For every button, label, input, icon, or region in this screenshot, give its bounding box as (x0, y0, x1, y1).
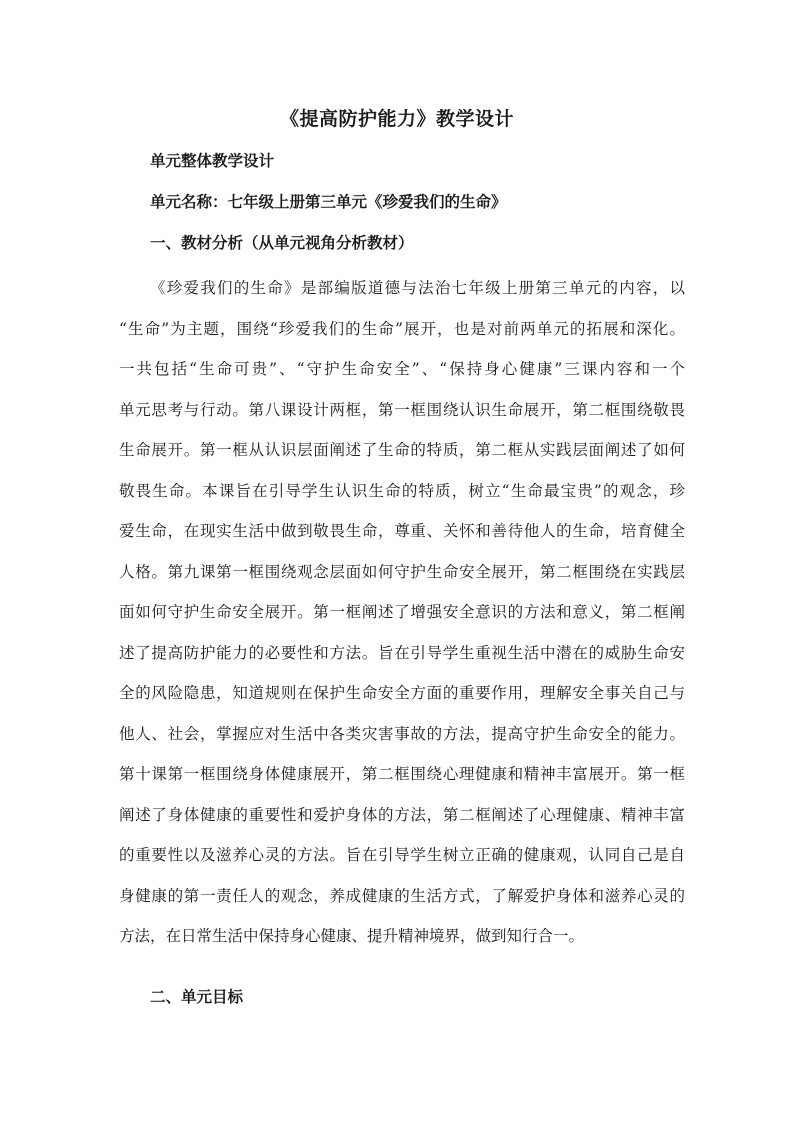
unit-name: 单元名称：七年级上册第三单元《珍爱我们的生命》 (150, 192, 507, 211)
paragraph-line: 一共包括“生命可贵”、“守护生命安全”、“保持身心健康”三课内容和一个 (119, 360, 685, 378)
paragraph-line: 爱生命，在现实生活中做到敬畏生命，尊重、关怀和善待他人的生命，培育健全 (119, 522, 685, 540)
document-title: 《提高防护能力》教学设计 (279, 108, 514, 130)
paragraph-line: 阐述了身体健康的重要性和爱护身体的方法，第二框阐述了心理健康、精神丰富 (119, 805, 685, 824)
paragraph-line: 面如何守护生命安全展开。第一框阐述了增强安全意识的方法和意义，第二框阐 (119, 603, 685, 621)
paragraph-line: 他人、社会，掌握应对生活中各类灾害事故的方法，提高守护生命安全的能力。 (119, 724, 685, 743)
paragraph-line: 全的风险隐患，知道规则在保护生命安全方面的重要作用，理解安全事关自己与 (119, 684, 685, 702)
paragraph-line: 第十课第一框围绕身体健康展开，第二框围绕心理健康和精神丰富展开。第一框 (119, 765, 685, 783)
heading-textbook-analysis: 一、教材分析（从单元视角分析教材） (150, 233, 414, 252)
paragraph-line: 述了提高防护能力的必要性和方法。旨在引导学生重视生活中潜在的威胁生命安 (119, 643, 685, 662)
paragraph-line: 身健康的第一责任人的观念，养成健康的生活方式，了解爱护身体和滋养心灵的 (119, 886, 685, 905)
paragraph-line: 的重要性以及滋养心灵的方法。旨在引导学生树立正确的健康观，认同自己是自 (119, 846, 685, 864)
paragraph-line: 单元思考与行动。第八课设计两框，第一框围绕认识生命展开，第二框围绕敬畏 (119, 400, 685, 419)
paragraph-line: 敬畏生命。本课旨在引导学生认识生命的特质，树立“生命最宝贵”的观念，珍 (119, 481, 685, 500)
section-heading: 单元整体教学设计 (150, 151, 275, 170)
analysis-paragraph (119, 268, 685, 957)
paragraph-line: 《珍爱我们的生命》是部编版道德与法治七年级上册第三单元的内容，以 (150, 279, 685, 297)
paragraph-line: 生命展开。第一框从认识层面阐述了生命的特质，第二框从实践层面阐述了如何 (119, 441, 685, 459)
paragraph-line: 方法，在日常生活中保持身心健康、提升精神境界，做到知行合一。 (119, 927, 585, 945)
heading-unit-goals: 二、单元目标 (150, 987, 244, 1006)
paragraph-line: 人格。第九课第一框围绕观念层面如何守护生命安全展开，第二框围绕在实践层 (119, 562, 685, 581)
paragraph-line: “生命”为主题，围绕“珍爱我们的生命”展开，也是对前两单元的拓展和深化。 (119, 319, 685, 338)
